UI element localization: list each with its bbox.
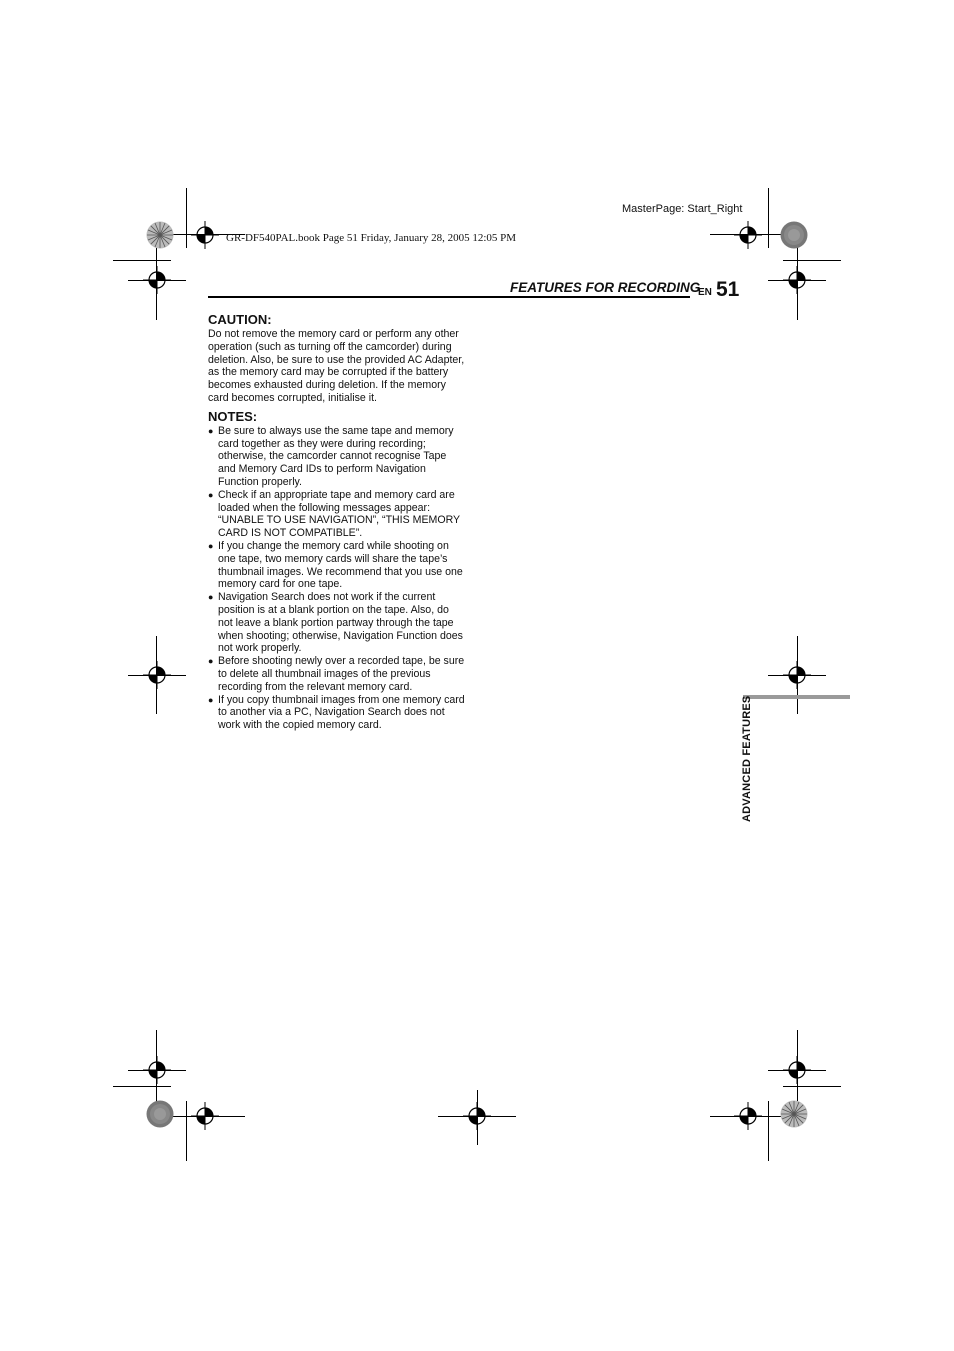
crop-line <box>768 675 826 676</box>
crop-line <box>186 1101 187 1161</box>
crop-line <box>171 1116 245 1117</box>
crop-line <box>477 1090 478 1145</box>
section-title: FEATURES FOR RECORDING <box>510 280 701 295</box>
bullet-icon: ● <box>208 656 214 667</box>
crop-line <box>768 280 826 281</box>
book-info-line: GR-DF540PAL.book Page 51 Friday, January 28, 2005 12:05 PM <box>226 232 517 244</box>
note-text: Before shooting newly over a recorded tape, be sure to delete all thumbnail images of the previous recording from the relevant memory card. <box>218 655 465 693</box>
bullet-icon: ● <box>208 489 214 500</box>
crop-line <box>768 1101 769 1161</box>
bullet-icon: ● <box>208 694 214 705</box>
list-item <box>208 694 466 732</box>
color-bar-seal-icon <box>780 1100 808 1128</box>
note-text: Be sure to always use the same tape and memory card together as they were during recording; otherwise, the camcorder cannot recognise Tape and Memory Card IDs to perform Navigation Function properly. <box>218 424 454 488</box>
crop-line <box>768 1070 826 1071</box>
notes-list <box>208 425 466 732</box>
bullet-icon: ● <box>208 592 214 603</box>
notes-heading: NOTES: <box>208 408 258 424</box>
note-text: Check if an appropriate tape and memory card are loaded when the following messages appear: “UNABLE TO USE NAVIGATION”, “THIS MEMORY CARD IS NOT COMPATIBLE”. <box>218 488 460 540</box>
color-bar-seal-icon <box>146 1100 174 1128</box>
header-rule <box>208 296 690 298</box>
list-item <box>208 655 466 693</box>
crop-line <box>710 234 784 235</box>
list-item <box>208 591 466 655</box>
bullet-icon: ● <box>208 425 214 436</box>
language-code: EN <box>698 287 712 298</box>
crop-line <box>128 280 186 281</box>
crop-line <box>783 1086 841 1087</box>
note-text: Navigation Search does not work if the current position is at a blank portion on the tape. Also, do not leave a blank portion partway through the tape when shooting; otherwise, Navigation Function does not work properly. <box>218 591 463 655</box>
crop-line <box>710 1116 784 1117</box>
crop-line <box>186 188 187 248</box>
caution-heading: CAUTION: <box>208 312 272 327</box>
crop-line <box>113 1086 171 1087</box>
side-tab-label: ADVANCED FEATURES <box>741 695 753 822</box>
crop-line <box>128 1070 186 1071</box>
color-bar-seal-icon <box>146 221 174 249</box>
caution-text: Do not remove the memory card or perform any other operation (such as turning off the camcorder) during deletion. Also, be sure to use the provided AC Adapter, as the memory card may be corrupted if the battery becomes exhausted during deletion. If the memory card becomes corrupted, initialise it. <box>208 328 465 404</box>
registration-mark-icon <box>734 221 762 249</box>
registration-mark-icon <box>191 221 219 249</box>
master-page-label: MasterPage: Start_Right <box>622 203 743 215</box>
note-text: If you copy thumbnail images from one memory card to another via a PC, Navigation Search does not work with the copied memory card. <box>218 693 465 732</box>
content-column <box>208 312 466 732</box>
side-tab-bar <box>743 695 850 699</box>
list-item <box>208 425 466 489</box>
bullet-icon: ● <box>208 540 214 551</box>
crop-line <box>783 260 841 261</box>
crop-line <box>113 260 171 261</box>
note-text: If you change the memory card while shooting on one tape, two memory cards will share the tape’s thumbnail images. We recommend that you use one memory card for one tape. <box>218 539 463 591</box>
crop-line <box>128 675 186 676</box>
color-bar-seal-icon <box>780 221 808 249</box>
list-item <box>208 489 466 540</box>
page-number: 51 <box>716 278 740 301</box>
list-item <box>208 540 466 591</box>
crop-line <box>768 188 769 248</box>
